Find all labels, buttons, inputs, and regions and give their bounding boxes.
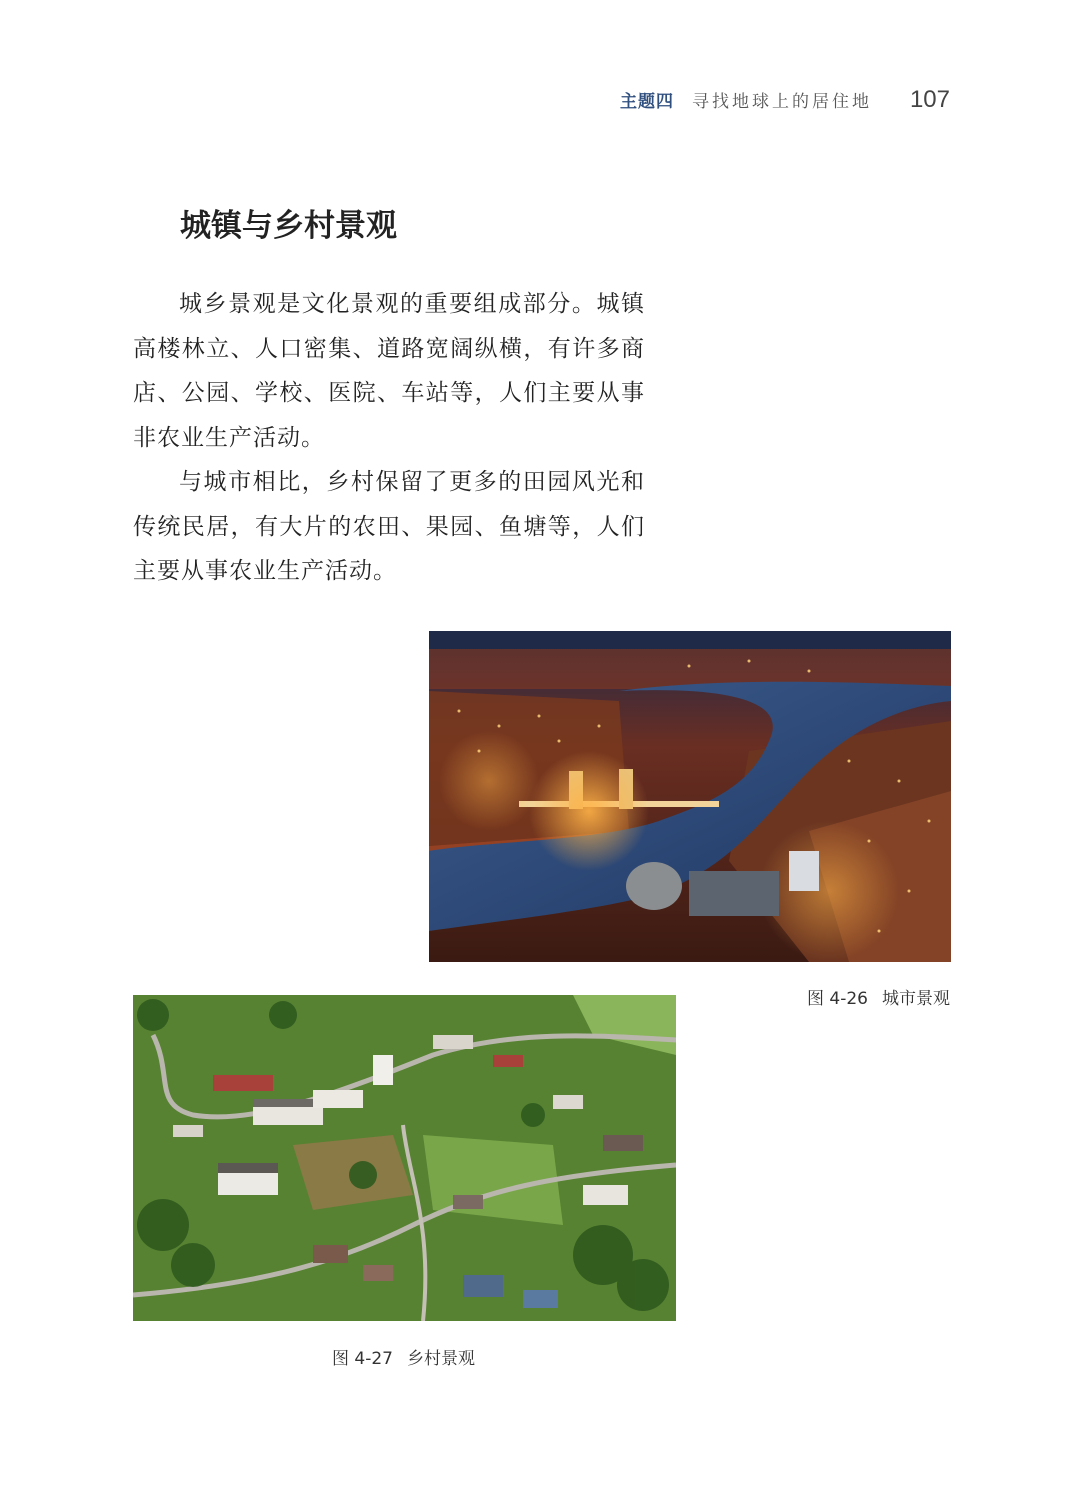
figure-4-27-caption [332, 1344, 475, 1369]
paragraph-urban: 城乡景观是文化景观的重要组成部分。城镇高楼林立、人口密集、道路宽阔纵横，有许多商店、公园、学校、医院、车站等，人们主要从事非农业生产活动。 [133, 291, 645, 451]
running-header [620, 86, 950, 114]
figure-4-26-caption [807, 984, 950, 1009]
paragraph-rural: 与城市相比，乡村保留了更多的田园风光和传统民居，有大片的农田、果园、鱼塘等，人们主要从事农业生产活动。 [133, 469, 645, 584]
section-title: 城镇与乡村景观 [180, 208, 397, 244]
header-topic: 寻找地球上的居住地 [691, 92, 872, 112]
rural-landscape-photo [133, 995, 676, 1321]
body-text [133, 282, 645, 594]
figure-4-27-number: 图 4-27 [332, 1349, 393, 1369]
figure-4-27-title: 乡村景观 [407, 1349, 475, 1369]
city-landscape-photo [429, 631, 951, 962]
figure-4-26-number: 图 4-26 [807, 989, 868, 1009]
page-number: 107 [909, 86, 950, 113]
figure-4-26-title: 城市景观 [882, 989, 950, 1009]
header-theme: 主题四 [619, 92, 674, 112]
